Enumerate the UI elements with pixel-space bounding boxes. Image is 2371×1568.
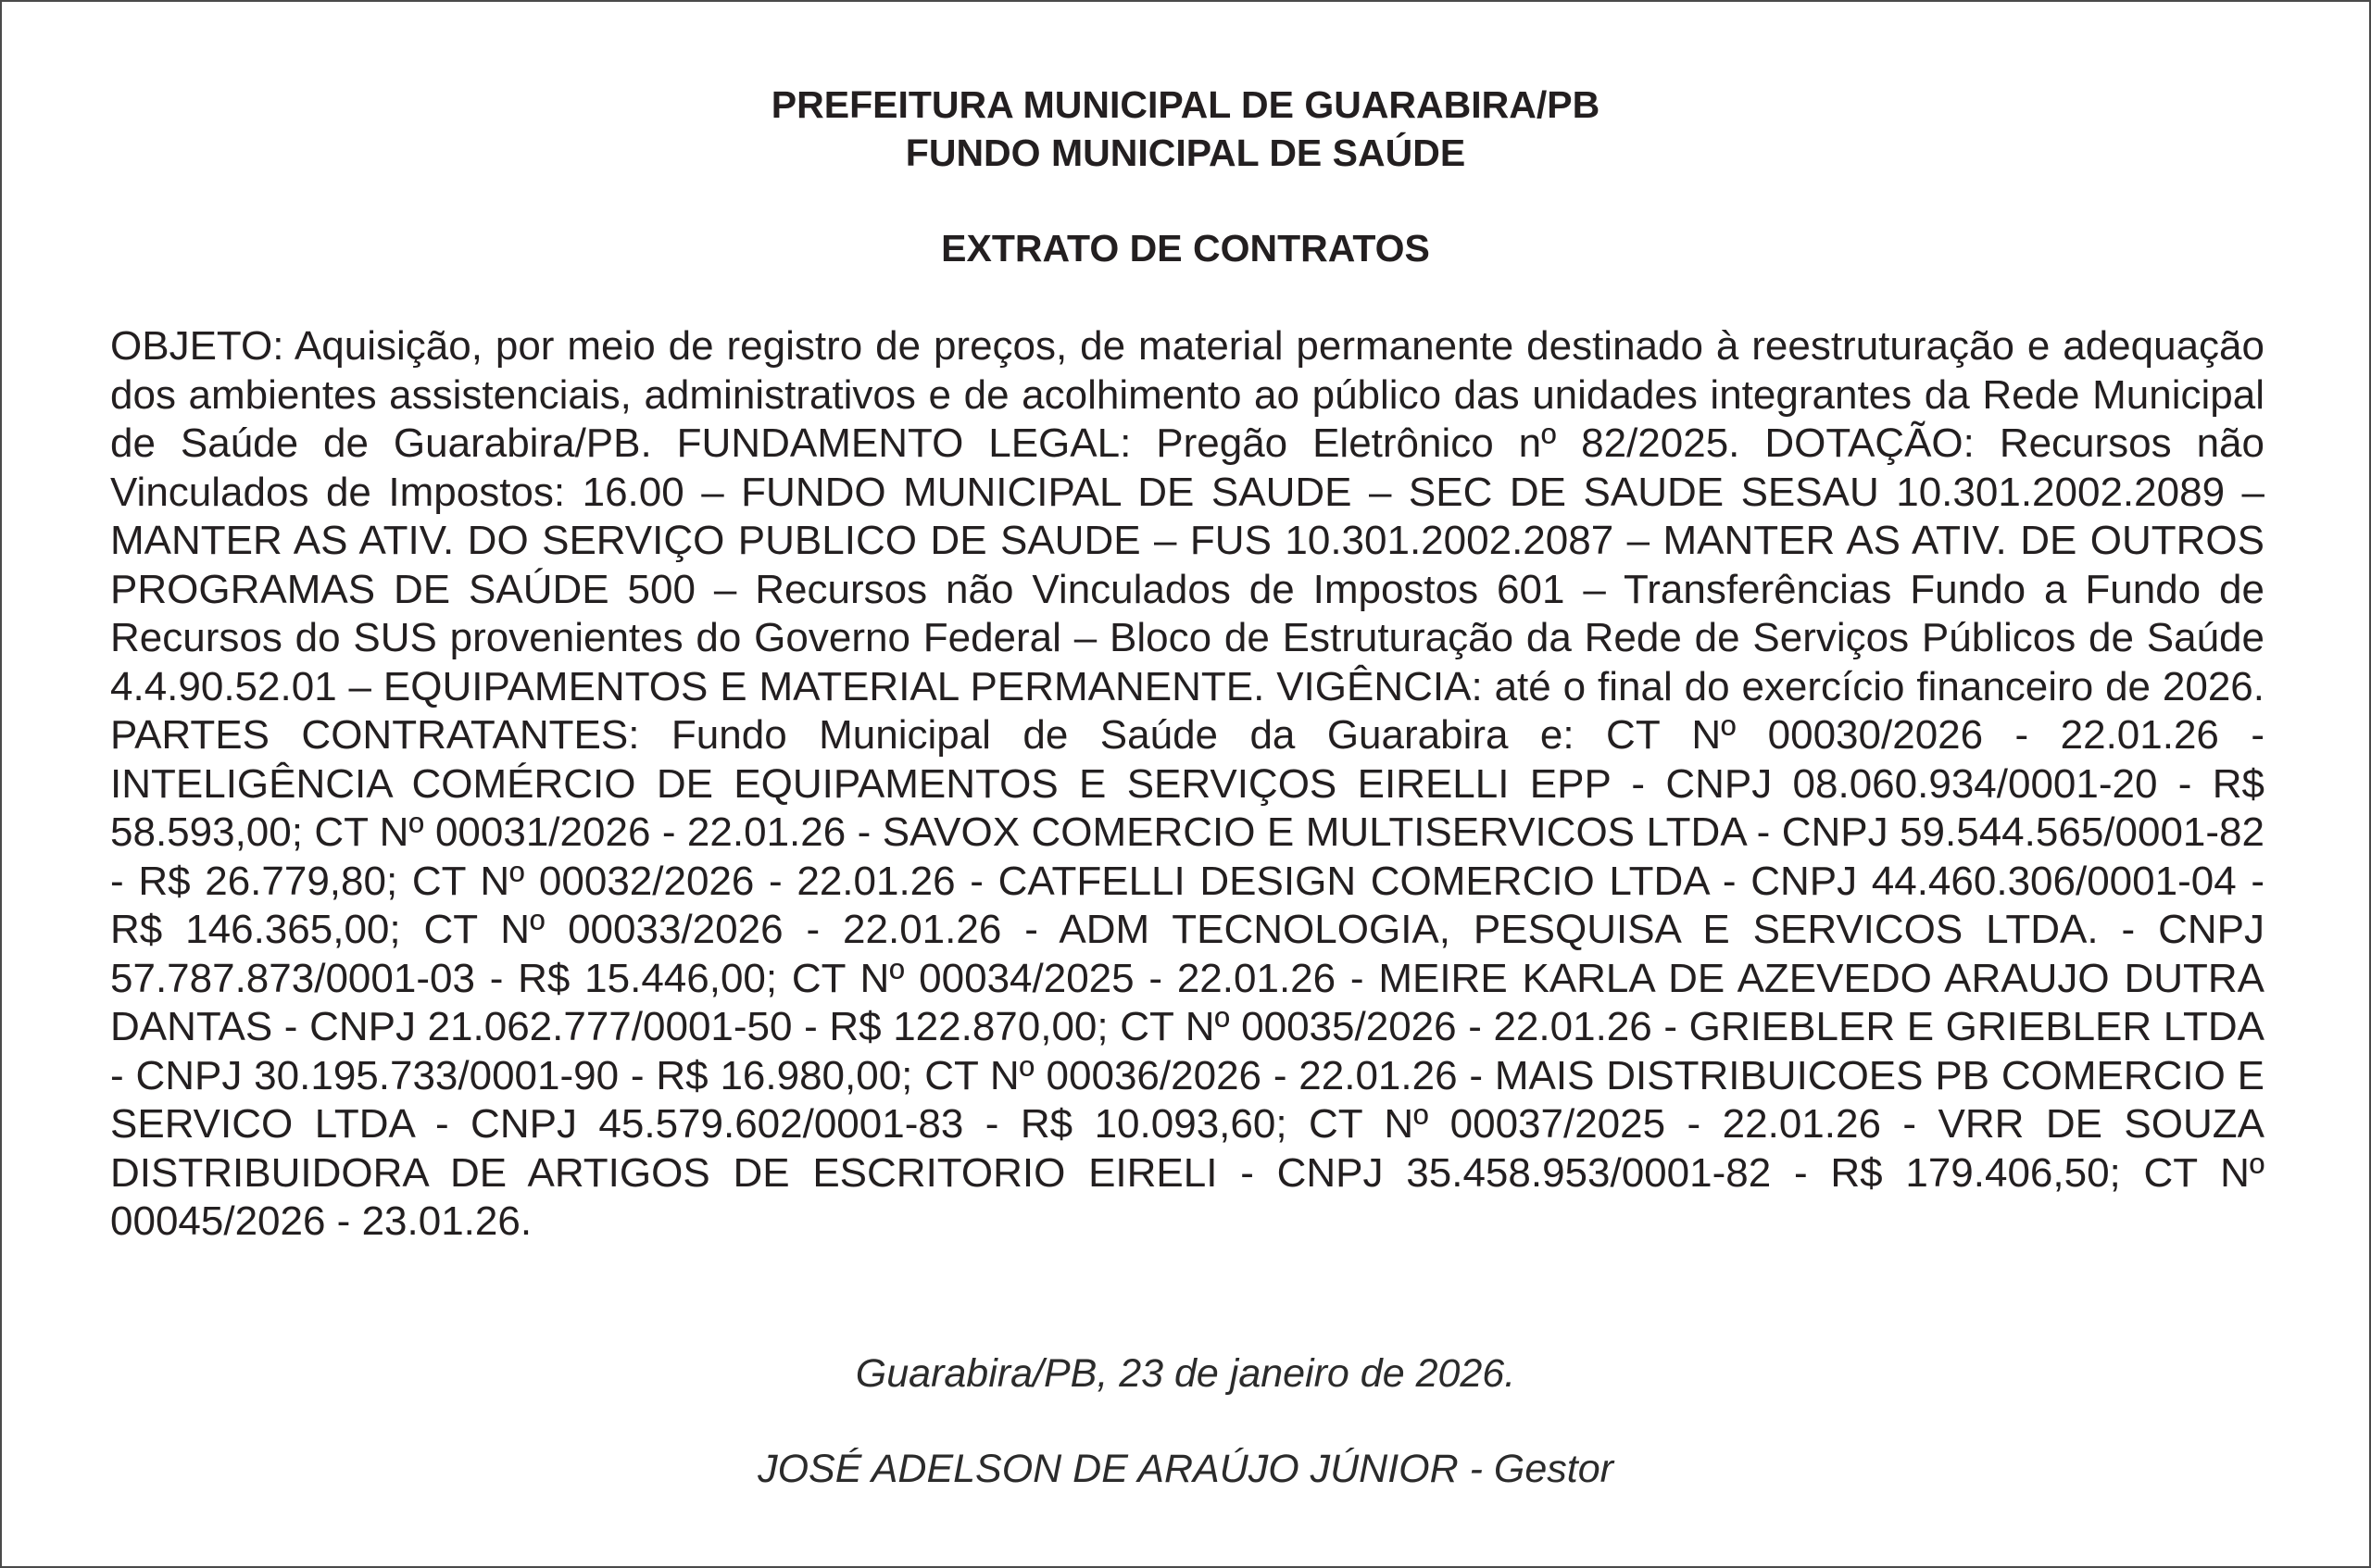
document-header [2,81,2369,272]
signatory: JOSÉ ADELSON DE ARAÚJO JÚNIOR - Gestor [758,1447,1613,1491]
issuer-name: PREFEITURA MUNICIPAL DE GUARABIRA/PB [771,83,1600,126]
place-and-date: Guarabira/PB, 23 de janeiro de 2026. [855,1351,1516,1396]
document-title: EXTRATO DE CONTRATOS [941,227,1430,270]
fund-name: FUNDO MUNICIPAL DE SAÚDE [905,132,1466,174]
contract-extract-body: OBJETO: Aquisição, por meio de registro de preços, de material permanente destinado à reestruturação e adequação dos ambientes assistenciais, administrativos e de acolhimento ao público das unidades integrantes da Rede Municipal de Saúde de Guarabira/PB. FUNDAMENTO LEGAL: Pregão Eletrônico nº 82/2025. DOTAÇÃO: Recursos não Vinculados de Impostos: 16.00 – FUNDO MUNICIPAL DE SAUDE – SEC DE SAUDE SESAU 10.301.2002.2089 – MANTER AS ATIV. DO SERVIÇO PUBLICO DE SAUDE – FUS 10.301.2002.2087 – MANTER AS ATIV. DE OUTROS PROGRAMAS DE SAÚDE 500 – Recursos não Vinculados de Impostos 601 – Transferências Fundo a Fundo de Recursos do SUS provenientes do Governo Federal – Bloco de Estruturação da Rede de Serviços Públicos de Saúde 4.4.90.52.01 – EQUIPAMENTOS E MATERIAL PERMANENTE. VIGÊNCIA: até o final do exercício financeiro de 2026. PARTES CONTRATANTES: Fundo Municipal de Saúde da Guarabira e: CT Nº 00030/2026 - 22.01.26 - INTELIGÊNCIA COMÉRCIO DE EQUIPAMENTOS E SERVIÇOS EIRELLI EPP - CNPJ 08.060.934/0001-20 - R$ 58.593,00; CT Nº 00031/2026 - 22.01.26 - SAVOX COMERCIO E MULTISERVICOS LTDA - CNPJ 59.544.565/0001-82 - R$ 26.779,80; CT Nº 00032/2026 - 22.01.26 - CATFELLI DESIGN COMERCIO LTDA - CNPJ 44.460.306/0001-04 - R$ 146.365,00; CT Nº 00033/2026 - 22.01.26 - ADM TECNOLOGIA, PESQUISA E SERVICOS LTDA. - CNPJ 57.787.873/0001-03 - R$ 15.446,00; CT Nº 00034/2025 - 22.01.26 - MEIRE KARLA DE AZEVEDO ARAUJO DUTRA DANTAS - CNPJ 21.062.777/0001-50 - R$ 122.870,00; CT Nº 00035/2026 - 22.01.26 - GRIEBLER E GRIEBLER LTDA - CNPJ 30.195.733/0001-90 - R$ 16.980,00; CT Nº 00036/2026 - 22.01.26 - MAIS DISTRIBUICOES PB COMERCIO E SERVICO LTDA - CNPJ 45.579.602/0001-83 - R$ 10.093,60; CT Nº 00037/2025 - 22.01.26 - VRR DE SOUZA DISTRIBUIDORA DE ARTIGOS DE ESCRITORIO EIRELI - CNPJ 35.458.953/0001-82 - R$ 179.406,50; CT Nº 00045/2026 - 23.01.26. [110,323,2264,1244]
